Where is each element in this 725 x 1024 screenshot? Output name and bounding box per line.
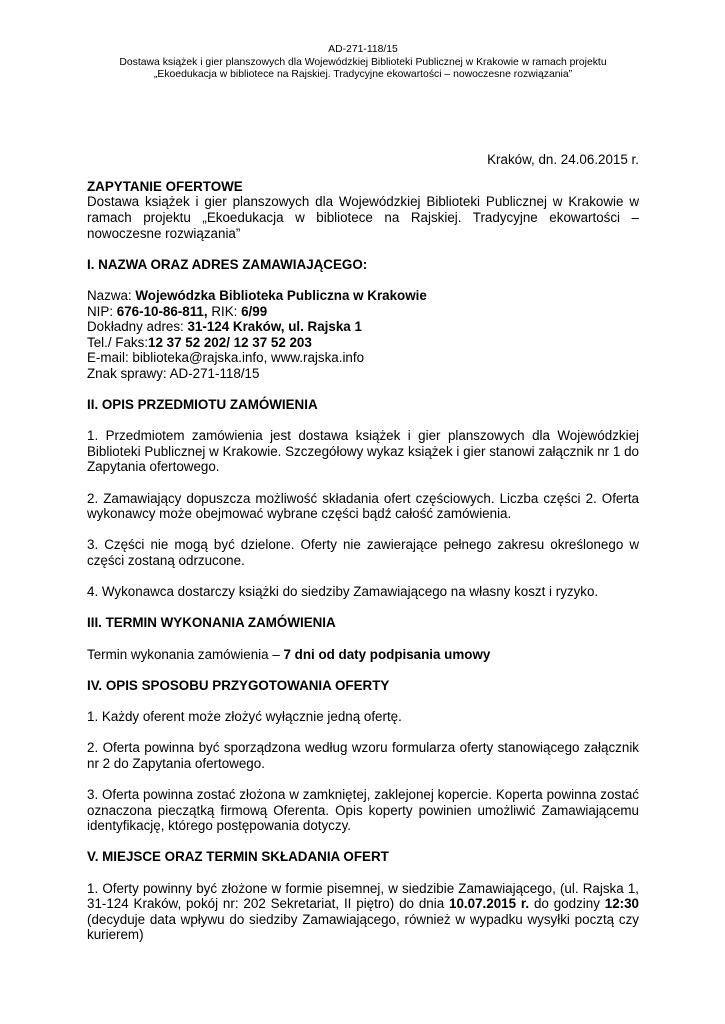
section-5-heading: V. MIEJSCE ORAZ TERMIN SKŁADANIA OFERT [87, 849, 389, 865]
section-3-paragraph: Termin wykonania zamówienia – 7 dni od daty podpisania umowy [87, 646, 491, 662]
header-line-1: Dostawa książek i gier planszowych dla Wojewódzkiej Biblioteki Publicznej w Krakowie w ramach projektu [119, 56, 607, 68]
buyer-nip-rik: NIP: 676-10-86-811, RIK: 6/99 [87, 303, 268, 319]
section-4-paragraph-1: 1. Każdy oferent może złożyć wyłącznie jedną ofertę. [87, 708, 402, 724]
document-subject: Dostawa książek i gier planszowych dla Wojewódzkiej Biblioteki Publicznej w Krakowie w ramach projektu „Ekoedukacja w bibliotece na Rajskiej. Tradycyjne ekowartości – nowoczesne rozwiązania” [87, 194, 639, 241]
section-4-paragraph-3: 3. Oferta powinna zostać złożona w zamkniętej, zaklejonej kopercie. Koperta powinna zostać oznaczona pieczątką firmową Oferenta. Opis koperty powinien umożliwić Zamawiającemu identyfikację, którego postępowania dotyczy. [87, 786, 639, 834]
document-body [87, 179, 639, 943]
section-3-heading: III. TERMIN WYKONANIA ZAMÓWIENIA [87, 615, 336, 631]
buyer-email-www: E-mail: biblioteka@rajska.info, www.rajska.info [87, 350, 365, 366]
section-2-paragraph-1: 1. Przedmiotem zamówienia jest dostawa książek i gier planszowych dla Wojewódzkiej Biblioteki Publicznej w Krakowie. Szczegółowy wykaz książek i gier stanowi załącznik nr 1 do Zapytania ofertowego. [87, 428, 639, 475]
section-2-paragraph-4: 4. Wykonawca dostarczy książki do siedziby Zamawiającego na własny koszt i ryzyko. [87, 584, 599, 600]
buyer-address: Dokładny adres: 31-124 Kraków, ul. Rajska 1 [87, 319, 362, 335]
case-reference: Znak sprawy: AD-271-118/15 [87, 365, 260, 381]
document-header [87, 0, 639, 82]
section-2-paragraph-3: 3. Części nie mogą być dzielone. Oferty nie zawierające pełnego zakresu określonego w części zostaną odrzucone. [87, 537, 639, 569]
section-5-paragraph-1: 1. Oferty powinny być złożone w formie pisemnej, w siedzibie Zamawiającego, (ul. Rajska 1, 31-124 Kraków, pokój nr: 202 Sekretariat, II piętro) do dnia 10.07.2015 r. do godziny 12:30 (decyduje data wpływu do siedziby Zamawiającego, również w wypadku wysyłki pocztą czy kurierem) [87, 880, 639, 943]
buyer-name: Nazwa: Wojewódzka Biblioteka Publiczna w Krakowie [87, 287, 427, 303]
section-4-paragraph-2: 2. Oferta powinna być sporządzona według wzoru formularza oferty stanowiącego załącznik nr 2 do Zapytania ofertowego. [87, 740, 639, 771]
section-2-paragraph-2: 2. Zamawiający dopuszcza możliwość składania ofert częściowych. Liczba części 2. Oferta wykonawcy może obejmować wybrane części bądź całość zamówienia. [87, 490, 639, 522]
document-date: Kraków, dn. 24.06.2015 r. [487, 151, 639, 167]
buyer-phone-fax: Tel./ Faks:12 37 52 202/ 12 37 52 203 [87, 334, 312, 350]
header-reference: AD-271-118/15 [328, 44, 398, 55]
section-4-heading: IV. OPIS SPOSOBU PRZYGOTOWANIA OFERTY [87, 677, 390, 693]
header-line-2: „Ekoedukacja w bibliotece na Rajskiej. Tradycyjne ekowartości – nowoczesne rozwiązania” [153, 69, 573, 81]
document-title: ZAPYTANIE OFERTOWE [87, 178, 243, 194]
section-1-heading: I. NAZWA ORAZ ADRES ZAMAWIAJĄCEGO: [87, 256, 368, 272]
section-2-heading: II. OPIS PRZEDMIOTU ZAMÓWIENIA [87, 397, 318, 413]
